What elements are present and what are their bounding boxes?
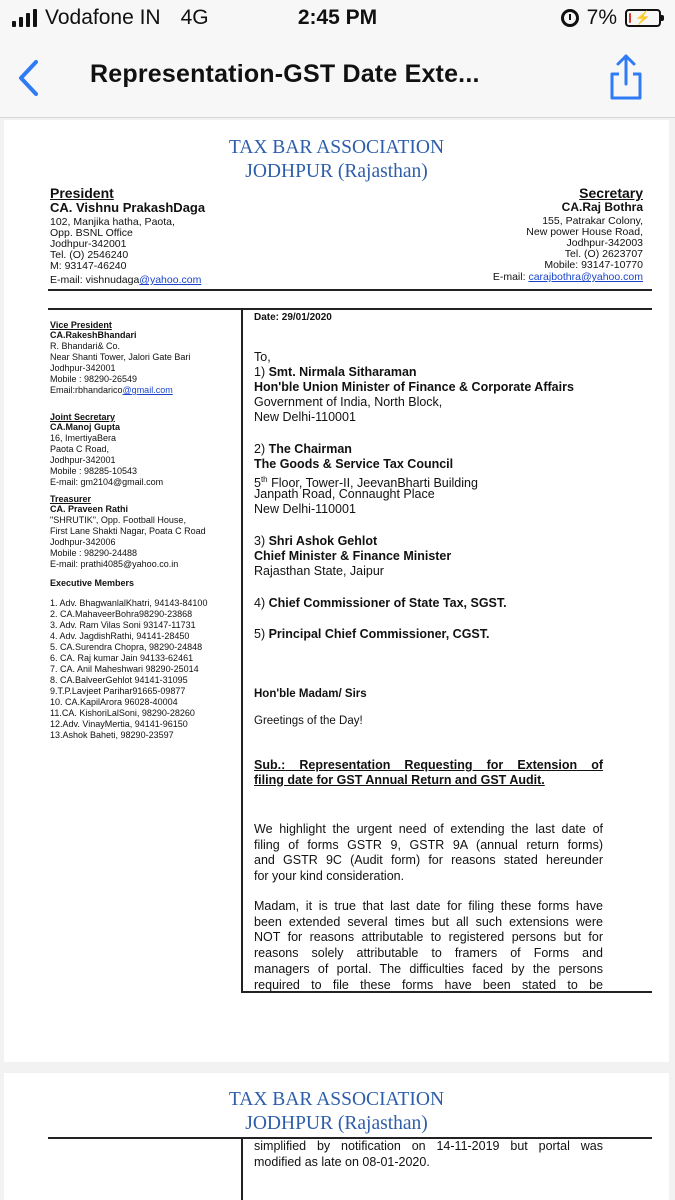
document-page-2[interactable]: [4, 1073, 669, 1200]
secretary-line: 155, Patrakar Colony,: [542, 215, 643, 227]
subject-line-1: Sub.: Representation Requesting for Extension of: [254, 758, 603, 772]
paragraph-1: We highlight the urgent need of extending the last date of filing of forms GSTR 9, GSTR 9A (annual return forms) and GSTR 9C (Audit form) for reasons stated hereunder for your kind consideration.: [254, 822, 603, 884]
recipient-1: 1) Smt. Nirmala Sitharaman: [254, 365, 417, 379]
share-button[interactable]: [606, 52, 646, 102]
president-line: Jodhpur-342001: [50, 238, 127, 250]
chevron-left-icon: [12, 56, 46, 100]
alarm-icon: [561, 9, 579, 27]
vice-president-line: Near Shanti Tower, Jalori Gate Bari: [50, 352, 191, 362]
org-place: JODHPUR (Rajasthan): [245, 161, 428, 182]
recipient-4: 4) Chief Commissioner of State Tax, SGST.: [254, 596, 507, 610]
battery-icon: [625, 9, 661, 27]
vice-president-email-link[interactable]: @gmail.com: [122, 385, 173, 395]
vice-president-title: Vice President: [50, 320, 112, 330]
joint-secretary-line: 16, ImertiyaBera: [50, 433, 117, 443]
executive-member: 13.Ashok Baheti, 98290-23597: [50, 730, 174, 740]
network-type: 4G: [180, 6, 209, 29]
president-title: President: [50, 185, 114, 201]
recipient-4-name: Chief Commissioner of State Tax, SGST.: [268, 596, 507, 610]
joint-secretary-name: CA.Manoj Gupta: [50, 422, 120, 432]
joint-secretary-line: Jodhpur-342001: [50, 455, 116, 465]
clock: 2:45 PM: [297, 6, 378, 29]
recipient-3-name: Shri Ashok Gehlot: [268, 534, 378, 548]
charging-bolt-icon: ⚡: [634, 10, 652, 25]
secretary-title: Secretary: [579, 185, 643, 201]
secretary-line: New power House Road,: [526, 226, 643, 238]
recipient-2-line: New Delhi-110001: [254, 502, 356, 516]
recipient-2-line: 5th Floor, Tower-II, JeevanBharti Building: [254, 475, 478, 491]
subject-line-2: filing date for GST Annual Return and GST Audit.: [254, 773, 545, 787]
president-line: Opp. BSNL Office: [50, 227, 133, 239]
page-2-column-divider: [241, 1137, 243, 1200]
secretary-email-link[interactable]: carajbothra@yahoo.com: [528, 271, 643, 283]
treasurer-title: Treasurer: [50, 494, 92, 504]
executive-member: 3. Adv. Ram Vilas Soni 93147-11731: [50, 620, 196, 630]
battery-percent: 7%: [586, 6, 617, 29]
executive-member: 4. Adv. JagdishRathi, 94141-28450: [50, 631, 190, 641]
vice-president-name: CA.RakeshBhandari: [50, 330, 137, 340]
carrier-name: Vodafone IN: [45, 6, 161, 29]
recipient-2-title: The Goods & Service Tax Council: [254, 457, 454, 471]
battery-level-fill: [629, 13, 631, 23]
treasurer-line: First Lane Shakti Nagar, Poata C Road: [50, 526, 206, 536]
letterhead-divider: [48, 289, 652, 291]
executive-member: 12.Adv. VinayMertia, 94141-96150: [50, 719, 188, 729]
secretary-line: Jodhpur-342003: [566, 237, 643, 249]
joint-secretary-line: Mobile : 98285-10543: [50, 466, 138, 476]
vice-president-line: Jodhpur-342001: [50, 363, 116, 373]
recipient-1-title: Hon'ble Union Minister of Finance & Corporate Affairs: [254, 380, 574, 394]
president-email-link[interactable]: @yahoo.com: [139, 274, 202, 286]
salutation: Hon'ble Madam/ Sirs: [254, 688, 367, 700]
vice-president-line: Mobile : 98290-26549: [50, 374, 138, 384]
org-name: TAX BAR ASSOCIATION: [228, 1089, 445, 1110]
joint-secretary-line: E-mail: gm2104@gmail.com: [50, 477, 164, 487]
treasurer-line: Mobile : 98290-24488: [50, 548, 138, 558]
recipient-3: 3) Shri Ashok Gehlot: [254, 534, 378, 548]
share-icon: [606, 52, 646, 102]
president-line: 102, Manjika hatha, Paota,: [50, 216, 175, 228]
executive-member: 2. CA.MahaveerBohra98290-23868: [50, 609, 193, 619]
treasurer-line: "SHRUTIK", Opp. Football House,: [50, 515, 186, 525]
executive-member: 8. CA.BalveerGehlot 94141-31095: [50, 675, 188, 685]
executive-member: 1. Adv. BhagwanlalKhatri, 94143-84100: [50, 598, 208, 608]
treasurer-line: E-mail: prathi4085@yahoo.co.in: [50, 559, 179, 569]
paragraph-2: Madam, it is true that last date for filing these forms have been extended several times but all such extensions were NOT for reasons attributable to registered persons but for reasons solely attributable to framers of Forms and managers of portal. The difficulties faced by the persons required to file these forms have been stated to be: [254, 899, 603, 992]
president-line: M: 93147-46240: [50, 260, 127, 272]
treasurer-line: Jodhpur-342006: [50, 537, 116, 547]
executive-member: 9.T.P.Lavjeet Parihar91665-09877: [50, 686, 186, 696]
page-2-paragraph: simplified by notification on 14-11-2019 but portal was modified as late on 08-01-2020.: [254, 1139, 603, 1169]
letter-date: Date: 29/01/2020: [254, 312, 332, 323]
document-page-1[interactable]: [4, 120, 669, 1062]
recipient-2-line: Janpath Road, Connaught Place: [254, 487, 435, 501]
back-button[interactable]: [12, 56, 46, 100]
secretary-name: CA.Raj Bothra: [561, 200, 643, 214]
secretary-line: Tel. (O) 2623707: [564, 248, 643, 260]
secretary-email: E-mail: carajbothra@yahoo.com: [492, 271, 643, 283]
recipient-5: 5) Principal Chief Commissioner, CGST.: [254, 627, 490, 641]
recipient-2-name: The Chairman: [268, 442, 352, 456]
recipient-3-line: Rajasthan State, Jaipur: [254, 564, 384, 578]
treasurer-name: CA. Praveen Rathi: [50, 504, 129, 514]
executive-member: 11.CA. KishoriLalSoni, 98290-28260: [50, 708, 195, 718]
org-place: JODHPUR (Rajasthan): [245, 1113, 428, 1134]
president-name: CA. Vishnu PrakashDaga: [50, 200, 206, 215]
executive-members-title: Executive Members: [50, 578, 135, 588]
president-email: E-mail: vishnudaga@yahoo.com: [50, 274, 202, 286]
recipient-1-line: Government of India, North Block,: [254, 395, 443, 409]
joint-secretary-line: Paota C Road,: [50, 444, 110, 454]
recipient-3-title: Chief Minister & Finance Minister: [254, 549, 452, 563]
org-name: TAX BAR ASSOCIATION: [228, 137, 445, 158]
greeting: Greetings of the Day!: [254, 715, 363, 727]
executive-member: 10. CA.KapilArora 96028-40004: [50, 697, 178, 707]
recipient-1-name: Smt. Nirmala Sitharaman: [268, 365, 417, 379]
recipient-2: 2) The Chairman: [254, 442, 352, 456]
document-title: Representation-GST Date Exte...: [90, 60, 480, 88]
president-line: Tel. (O) 2546240: [50, 249, 129, 261]
secretary-line: Mobile: 93147-10770: [544, 259, 643, 271]
recipient-1-line: New Delhi-110001: [254, 410, 356, 424]
column-divider: [241, 308, 243, 992]
recipient-5-name: Principal Chief Commissioner, CGST.: [268, 627, 490, 641]
vice-president-email: Email:rbhandarico@gmail.com: [50, 385, 173, 395]
executive-member: 7. CA. Anil Maheshwari 98290-25014: [50, 664, 199, 674]
executive-member: 6. CA. Raj kumar Jain 94133-62461: [50, 653, 194, 663]
status-bar: [0, 0, 675, 40]
salutation-to: To,: [254, 350, 271, 364]
status-right: [561, 6, 661, 30]
navigation-bar: [0, 40, 675, 118]
body-top-rule: [48, 308, 652, 310]
joint-secretary-title: Joint Secretary: [50, 412, 116, 422]
vice-president-line: R. Bhandari& Co.: [50, 341, 121, 351]
executive-member: 5. CA.Surendra Chopra, 98290-24848: [50, 642, 203, 652]
